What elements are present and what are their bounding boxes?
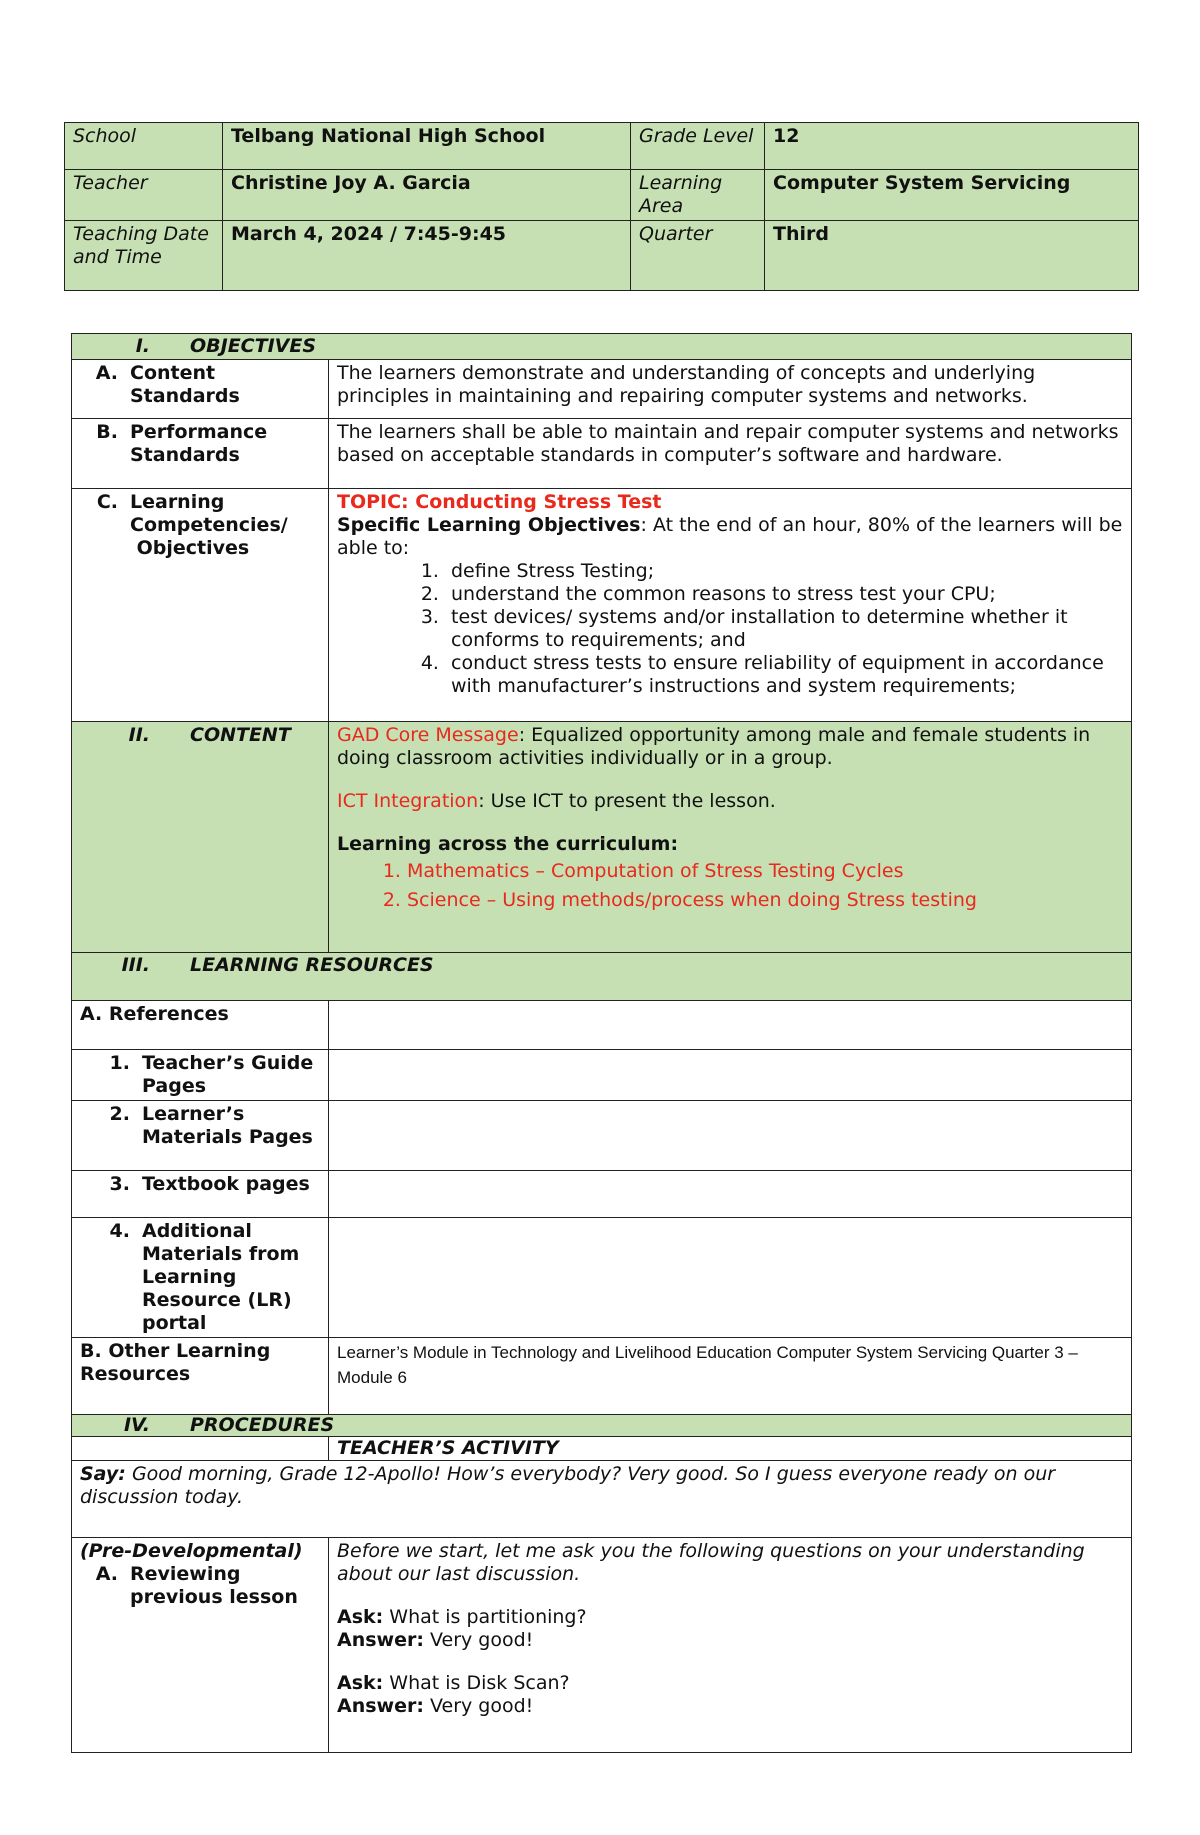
list-item: 1. Mathematics – Computation of Stress Testing Cycles [407,860,1123,883]
quarter-value: Third [765,221,1139,291]
performance-standards-label: B. Performance Standards [72,419,329,489]
section-content: II. CONTENT [72,722,329,953]
ref-additional-materials: 4. Additional Materials from Learning Resource (LR) portal [72,1218,329,1338]
teacher-label: Teacher [65,170,223,221]
content-standards-label: A. Content Standards [72,360,329,419]
answer-1: Answer: Very good! [337,1629,534,1651]
performance-standards-text: The learners shall be able to maintain and repair computer systems and networks based on acceptable standards in computer’s software and hardware. [329,419,1132,489]
objective-list [337,560,1123,698]
pre-developmental-label: (Pre-Developmental) A. Reviewing previous lesson [72,1538,329,1753]
section-procedures: IV. PROCEDURES [72,1415,1132,1437]
area-value: Computer System Servicing [765,170,1139,221]
section-objectives: I. OBJECTIVES [72,334,1132,360]
grade-value: 12 [765,123,1139,170]
lac-list [337,860,1123,912]
list-item: 2. Science – Using methods/process when doing Stress testing [407,889,1123,912]
references-label: A. References [72,1001,329,1050]
gad-message: GAD Core Message: Equalized opportunity among male and female students in doing classroom activities individually or in a group. [337,724,1091,769]
other-resources-text: Learner’s Module in Technology and Livelihood Education Computer System Servicing Quarter 3 – Module 6 [329,1338,1132,1415]
ref-teachers-guide-value [329,1050,1132,1101]
ict-integration: ICT Integration: Use ICT to present the lesson. [337,790,776,812]
lac-title: Learning across the curriculum: [337,833,679,855]
ref-textbook: 3. Textbook pages [72,1171,329,1218]
topic-title: TOPIC: Conducting Stress Test [337,491,662,513]
list-item: 4. conduct stress tests to ensure reliability of equipment in accordance with manufacturer’s instructions and system requirements; [445,652,1123,698]
header-table [64,122,1139,291]
teacher-value: Christine Joy A. Garcia [223,170,631,221]
section-resources: III. LEARNING RESOURCES [72,953,1132,1001]
competencies-content [329,489,1132,722]
school-value: Telbang National High School [223,123,631,170]
content-body [329,722,1132,953]
ref-learners-materials-value [329,1101,1132,1171]
review-intro: Before we start, let me ask you the following questions on your understanding about our last discussion. [337,1540,1085,1585]
competencies-label: C. Learning Competencies/ Objectives [72,489,329,722]
lesson-plan-table [71,333,1132,1753]
quarter-label: Quarter [631,221,765,291]
date-label: Teaching Date and Time [65,221,223,291]
grade-label: Grade Level [631,123,765,170]
list-item: 1. define Stress Testing; [445,560,1123,583]
ref-additional-materials-value [329,1218,1132,1338]
ref-teachers-guide: 1. Teacher’s Guide Pages [72,1050,329,1101]
area-label: Learning Area [631,170,765,221]
references-value [329,1001,1132,1050]
content-standards-text: The learners demonstrate and understanding of concepts and underlying principles in maintaining and repairing computer systems and networks. [329,360,1132,419]
activity-spacer [72,1437,329,1461]
answer-2: Answer: Very good! [337,1695,534,1717]
slo-paragraph: Specific Learning Objectives: At the end of an hour, 80% of the learners will be able to: [337,514,1123,559]
other-resources-label: B. Other Learning Resources [72,1338,329,1415]
ask-2: Ask: What is Disk Scan? [337,1672,570,1694]
date-value: March 4, 2024 / 7:45-9:45 [223,221,631,291]
say-greeting: Say: Good morning, Grade 12-Apollo! How’s everybody? Very good. So I guess everyone ready on our discussion today. [72,1461,1132,1538]
list-item: 2. understand the common reasons to stress test your CPU; [445,583,1123,606]
teacher-activity-heading: TEACHER’S ACTIVITY [329,1437,1132,1461]
ref-textbook-value [329,1171,1132,1218]
school-label: School [65,123,223,170]
ask-1: Ask: What is partitioning? [337,1606,587,1628]
list-item: 3. test devices/ systems and/or installation to determine whether it conforms to requirements; and [445,606,1123,652]
review-content [329,1538,1132,1753]
ref-learners-materials: 2. Learner’s Materials Pages [72,1101,329,1171]
